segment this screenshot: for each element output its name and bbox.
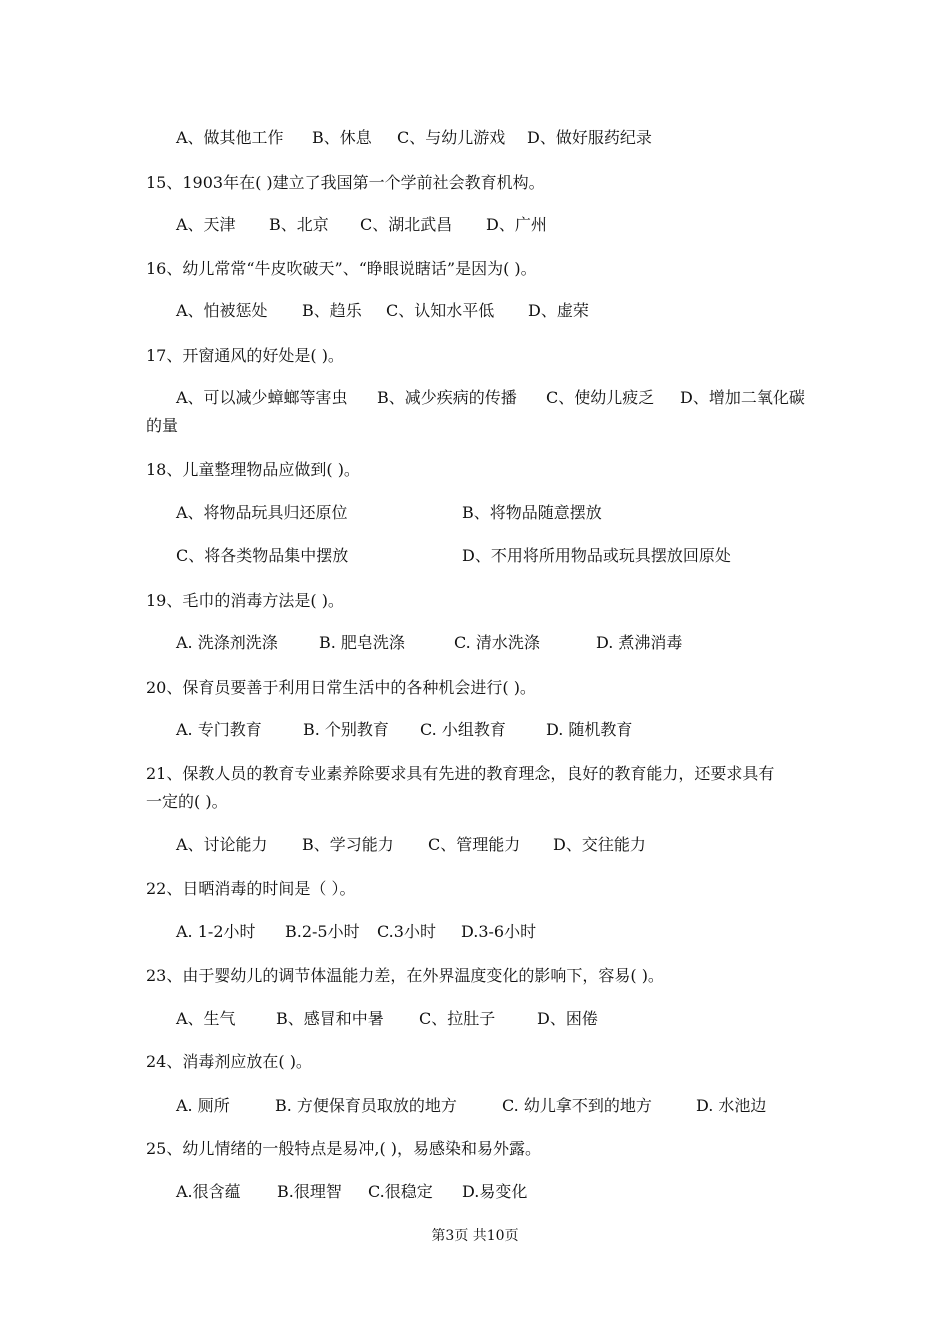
answer-option: B、将物品随意摆放 — [462, 503, 602, 522]
question-text: 17、开窗通风的好处是( )。 — [146, 346, 344, 365]
answer-option: B. 方便保育员取放的地方 — [275, 1096, 457, 1115]
question-text: 16、幼儿常常“牛皮吹破天”、“睁眼说瞎话”是因为( )。 — [146, 259, 537, 278]
answer-option: A、做其他工作 — [176, 128, 284, 147]
question-text: 24、消毒剂应放在( )。 — [146, 1052, 312, 1071]
answer-option: B.很理智 — [277, 1182, 342, 1201]
answer-option: D、虚荣 — [528, 301, 589, 320]
answer-option: C.3小时 — [377, 922, 436, 941]
question-text: 25、幼儿情绪的一般特点是易冲,( )，易感染和易外露。 — [146, 1139, 542, 1158]
answer-option: C. 清水洗涤 — [454, 633, 540, 652]
question-text: 23、由于婴幼儿的调节体温能力差，在外界温度变化的影响下，容易( )。 — [146, 966, 664, 985]
answer-option: A. 1-2小时 — [176, 922, 256, 941]
answer-option: B、北京 — [269, 215, 329, 234]
answer-option: C、湖北武昌 — [360, 215, 453, 234]
question-continuation: 一定的( )。 — [146, 792, 228, 811]
answer-option: C.很稳定 — [368, 1182, 433, 1201]
answer-option: A. 专门教育 — [176, 720, 262, 739]
answer-option: D. 煮沸消毒 — [596, 633, 683, 652]
answer-option: D、不用将所用物品或玩具摆放回原处 — [462, 546, 731, 565]
answer-option: C. 幼儿拿不到的地方 — [502, 1096, 652, 1115]
answer-option: B. 个别教育 — [303, 720, 389, 739]
page-footer: 第3页 共10页 — [431, 1228, 519, 1244]
question-text: 15、1903年在( )建立了我国第一个学前社会教育机构。 — [146, 173, 545, 192]
answer-option: A、将物品玩具归还原位 — [176, 503, 348, 522]
question-text: 21、保教人员的教育专业素养除要求具有先进的教育理念，良好的教育能力，还要求具有 — [146, 764, 775, 783]
answer-option: A. 厕所 — [176, 1096, 230, 1115]
question-continuation: 的量 — [146, 416, 179, 435]
question-text: 18、儿童整理物品应做到( )。 — [146, 460, 360, 479]
answer-option: B、休息 — [312, 128, 372, 147]
answer-option: A. 洗涤剂洗涤 — [176, 633, 278, 652]
question-text: 22、日晒消毒的时间是（ ）。 — [146, 879, 356, 898]
answer-option: B、感冒和中暑 — [276, 1009, 384, 1028]
answer-option: C、将各类物品集中摆放 — [176, 546, 349, 565]
answer-option: B.2-5小时 — [285, 922, 360, 941]
question-text: 20、保育员要善于利用日常生活中的各种机会进行( )。 — [146, 678, 536, 697]
answer-option: C、使幼儿疲乏 — [546, 388, 655, 407]
answer-option: D、广州 — [486, 215, 547, 234]
answer-option: C、管理能力 — [428, 835, 521, 854]
answer-option: C. 小组教育 — [420, 720, 506, 739]
question-text: 19、毛巾的消毒方法是( )。 — [146, 591, 344, 610]
answer-option: A、生气 — [176, 1009, 236, 1028]
answer-option: B、减少疾病的传播 — [377, 388, 517, 407]
answer-option: A.很含蕴 — [176, 1182, 241, 1201]
answer-option: C、与幼儿游戏 — [397, 128, 506, 147]
answer-option: D. 随机教育 — [546, 720, 633, 739]
answer-option: A、怕被惩处 — [176, 301, 268, 320]
answer-option: A、讨论能力 — [176, 835, 268, 854]
answer-option: A、天津 — [176, 215, 236, 234]
answer-option: C、认知水平低 — [386, 301, 495, 320]
answer-option: D、交往能力 — [553, 835, 646, 854]
answer-option: B、学习能力 — [302, 835, 394, 854]
answer-option: D.易变化 — [462, 1182, 528, 1201]
answer-option: D、做好服药纪录 — [527, 128, 652, 147]
answer-option: B. 肥皂洗涤 — [319, 633, 405, 652]
answer-option: D.3-6小时 — [461, 922, 537, 941]
answer-option: D、困倦 — [537, 1009, 598, 1028]
answer-option: B、趋乐 — [302, 301, 362, 320]
answer-option: D、增加二氧化碳 — [680, 388, 805, 407]
answer-option: D. 水池边 — [696, 1096, 767, 1115]
answer-option: A、可以减少蟑螂等害虫 — [176, 388, 348, 407]
answer-option: C、拉肚子 — [419, 1009, 496, 1028]
